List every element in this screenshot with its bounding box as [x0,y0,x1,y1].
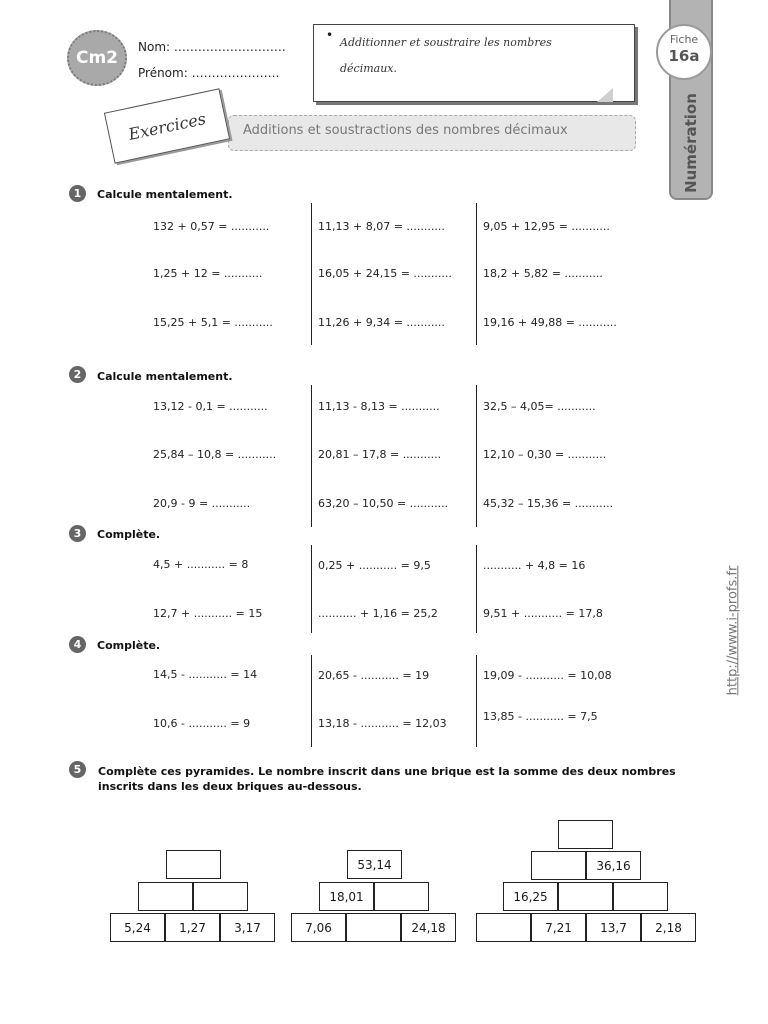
calc-line: 20,9 - 9 = ........... [153,497,251,510]
pyramid-brick[interactable]: 36,16 [586,851,641,880]
pyramid-brick[interactable] [613,882,668,911]
pyramid-brick[interactable]: 3,17 [220,913,275,942]
pyramid-brick[interactable]: 7,21 [531,913,586,942]
fiche-number: 16a [668,47,700,65]
pyramid-brick[interactable]: 5,24 [110,913,165,942]
calc-line: 132 + 0,57 = ........... [153,220,270,233]
exercises-tag [104,88,230,163]
objective-bullet: • [326,28,334,42]
calc-line: 10,6 - ........... = 9 [153,717,251,730]
pyramid-brick[interactable]: 18,01 [319,882,374,911]
pyramid-brick[interactable]: 53,14 [347,850,402,879]
exercise-number: 4 [69,636,86,653]
calc-line: 13,85 - ........... = 7,5 [483,710,598,723]
exercise-number: 3 [69,525,86,542]
pyramid-brick[interactable]: 13,7 [586,913,641,942]
calc-line: 63,20 – 10,50 = ........... [318,497,449,510]
site-url-link[interactable]: http://www.i-profs.fr [725,565,741,695]
pyramid-brick[interactable]: 1,27 [165,913,220,942]
pyramid-brick[interactable] [476,913,531,942]
exercise-instruction: Calcule mentalement. [97,188,233,201]
calc-line: 4,5 + ........... = 8 [153,558,249,571]
pyramid-brick[interactable]: 24,18 [401,913,456,942]
calc-line: 20,81 – 17,8 = ........... [318,448,442,461]
calc-line: 18,2 + 5,82 = ........... [483,267,603,280]
column-divider [311,545,312,633]
calc-line: 19,09 - ........... = 10,08 [483,669,612,682]
pyramid-brick[interactable] [531,851,586,880]
calc-line: 13,18 - ........... = 12,03 [318,717,447,730]
fiche-label: Fiche [669,33,699,46]
pyramid-brick[interactable] [346,913,401,942]
objective-text: Additionner et soustraire les nombres décimaux. [340,36,552,75]
calc-line: 11,13 - 8,13 = ........... [318,400,440,413]
pyramid-brick[interactable] [374,882,429,911]
pyramid-brick[interactable] [166,850,221,879]
exercise-instruction: Complète ces pyramides. Le nombre inscrit dans une brique est la somme des deux nombres inscrits dans les deux briques au-dessous. [98,765,676,793]
exercise-instruction: Calcule mentalement. [97,370,233,383]
calc-line: 0,25 + ........... = 9,5 [318,559,431,572]
pyramid-brick[interactable]: 16,25 [503,882,558,911]
name-field[interactable]: Nom: ………………………. [138,40,286,54]
pyramid-brick[interactable]: 2,18 [641,913,696,942]
column-divider [476,545,477,633]
calc-line: ........... + 4,8 = 16 [483,559,586,572]
calc-line: 11,13 + 8,07 = ........... [318,220,445,233]
calc-line: 12,10 – 0,30 = ........... [483,448,607,461]
pyramid-brick[interactable] [193,882,248,911]
calc-line: 13,12 - 0,1 = ........... [153,400,268,413]
calc-line: 11,26 + 9,34 = ........... [318,316,445,329]
column-divider [311,203,312,345]
firstname-field[interactable]: Prénom: …………………. [138,66,280,80]
exercise-number: 2 [69,366,86,383]
fiche-badge [656,24,712,80]
exercises-tag-label: Exercices [126,108,208,144]
column-divider [476,385,477,527]
exercise-number: 1 [69,185,86,202]
calc-line: ........... + 1,16 = 25,2 [318,607,438,620]
pyramid-brick[interactable] [138,882,193,911]
calc-line: 32,5 – 4,05= ........... [483,400,596,413]
calc-line: 12,7 + ........... = 15 [153,607,263,620]
page-title: Additions et soustractions des nombres décimaux [243,123,568,138]
objective-card-fold [597,88,613,102]
calc-line: 19,16 + 49,88 = ........... [483,316,617,329]
calc-line: 1,25 + 12 = ........... [153,267,263,280]
calc-line: 25,84 – 10,8 = ........... [153,448,277,461]
pyramid-brick[interactable]: 7,06 [291,913,346,942]
calc-line: 15,25 + 5,1 = ........... [153,316,273,329]
calc-line: 14,5 - ........... = 14 [153,668,258,681]
column-divider [476,655,477,747]
pyramid-brick[interactable] [558,882,613,911]
calc-line: 9,05 + 12,95 = ........... [483,220,610,233]
calc-line: 20,65 - ........... = 19 [318,669,430,682]
column-divider [311,385,312,527]
calc-line: 45,32 – 15,36 = ........... [483,497,614,510]
exercise-instruction: Complète. [97,639,161,652]
column-divider [476,203,477,345]
level-badge: Cm2 [67,30,127,86]
exercise-number: 5 [69,761,86,778]
site-url-wrap [722,560,744,700]
pyramid-brick[interactable] [558,820,613,849]
domain-label: Numération [682,93,701,193]
exercise-instruction: Complète. [97,528,161,541]
domain-label-wrap [668,88,714,198]
column-divider [311,655,312,747]
calc-line: 16,05 + 24,15 = ........... [318,267,452,280]
calc-line: 9,51 + ........... = 17,8 [483,607,603,620]
